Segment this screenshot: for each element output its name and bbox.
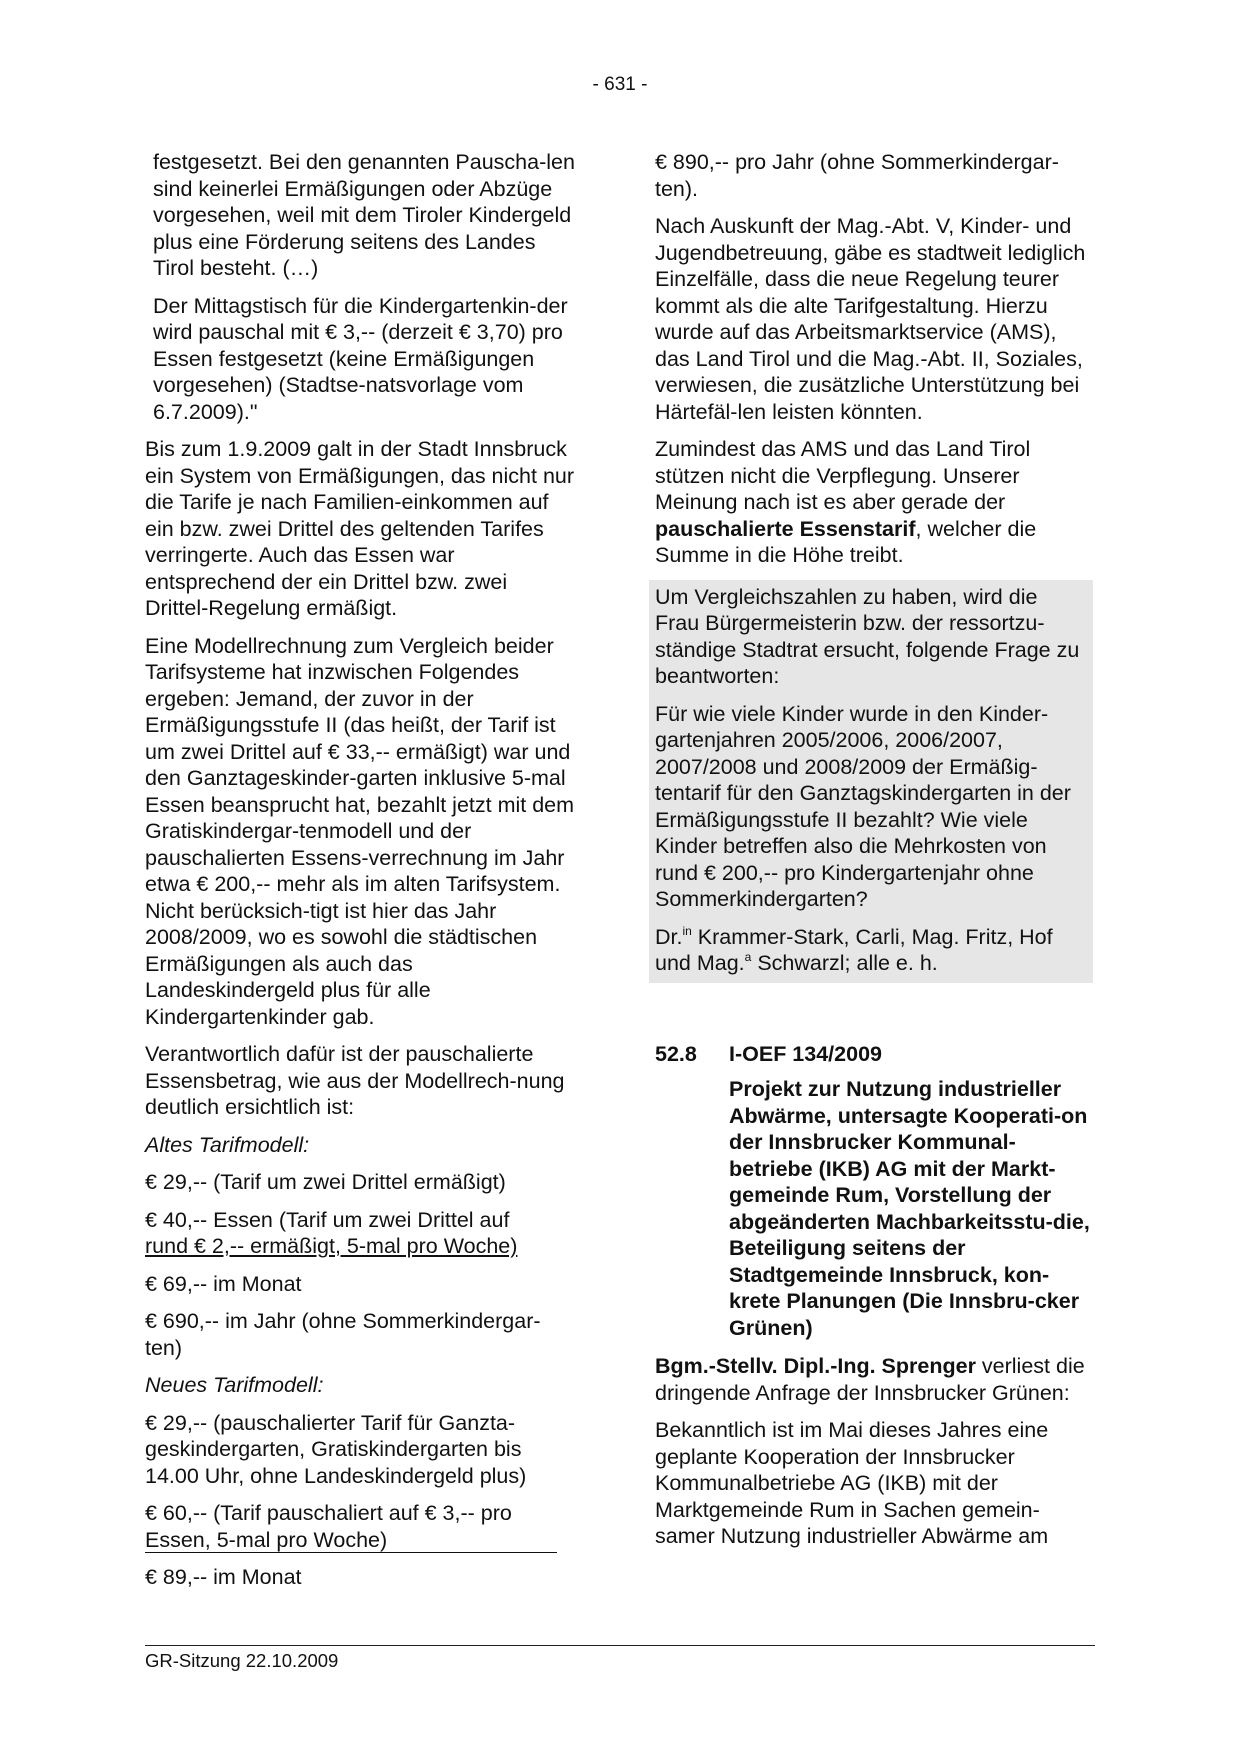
old-model-line [145,1207,575,1260]
text-run: verliest die dringende Anfrage der Innsbrucker Grünen: [655,1354,1085,1405]
footer-divider [145,1645,1095,1646]
quote-block [145,149,575,425]
box-paragraph: Um Vergleichszahlen zu haben, wird die Frau Bürgermeisterin bzw. der ressortzu-ständige Stadtrat ersucht, folgende Frage zu beantworten: [655,584,1080,688]
paragraph: € 890,-- pro Jahr (ohne Sommerkindergar-ten). [655,150,1059,201]
signatories [655,924,1087,977]
old-model-line: € 29,-- (Tarif um zwei Drittel ermäßigt) [145,1170,506,1194]
new-model-heading: Neues Tarifmodell: [145,1373,324,1397]
section-number: 52.8 [655,1041,697,1066]
new-model-line-underlined: Essen, 5-mal pro Woche) [145,1528,557,1553]
footer-text: GR-Sitzung 22.10.2009 [145,1650,339,1671]
section-title: Projekt zur Nutzung industrieller Abwärme, untersagte Kooperati-on der Innsbrucker Kommunal-betriebe (IKB) AG mit der Markt-gemeinde Rum, Vorstellung der abgeänderten Machbarkeitsstu-die, Beteiligung seitens der Stadtgemeinde Innsbruck, kon-krete Planungen (Die Innsbru-cker Grünen) [729,1077,1090,1340]
text-run: Zumindest das AMS und das Land Tirol stützen nicht die Verpflegung. Unserer Meinung nach ist es aber gerade der [655,437,1031,514]
old-model-line-underlined: rund € 2,-- ermäßigt, 5-mal pro Woche) [145,1234,518,1258]
paragraph: Bis zum 1.9.2009 galt in der Stadt Innsbruck ein System von Ermäßigungen, das nicht nur die Tarife je nach Familien-einkommen auf ein bzw. zwei Drittel des geltenden Tarifes verringerte. Auch das Essen war entsprechend der ein Drittel bzw. zwei Drittel-Regelung ermäßigt. [145,437,575,620]
old-model-heading: Altes Tarifmodell: [145,1132,310,1157]
paragraph: Nach Auskunft der Mag.-Abt. V, Kinder- und Jugendbetreuung, gäbe es stadtweit lediglich Einzelfälle, dass die neue Regelung teurer kommt als die alte Tarifgestaltung. Hierzu wurde auf das Arbeitsmarktservice (AMS), das Land Tirol und die Mag.-Abt. II, Soziales, verwiesen, die zusätzliche Unterstützung bei Härtefäl-len leisten könnten. [655,214,1086,424]
bold-text: pauschalierte Essenstarif [655,516,916,541]
page-number: - 631 - [592,74,648,95]
new-model-total-month: € 89,-- im Monat [145,1565,302,1589]
text-run: Krammer-Stark, Carli, Mag. Fritz, Hof und Mag. [655,924,1053,975]
paragraph [655,436,1093,569]
quote-paragraph: festgesetzt. Bei den genannten Pauscha-len sind keinerlei Ermäßigungen oder Abzüge vorgesehen, weil mit dem Tiroler Kindergeld plus eine Förderung seitens des Landes Tirol besteht. (…) [153,150,575,280]
quote-paragraph: Der Mittagstisch für die Kindergartenkin-der wird pauschal mit € 3,-- (derzeit € 3,70) pro Essen festgesetzt (keine Ermäßigungen vorgesehen) (Stadtse-natsvorlage vom 6.7.2009)." [153,293,568,424]
text-run: Dr. [655,924,683,949]
text-run: Schwarzl; alle e. h. [751,951,938,975]
box-paragraph: Für wie viele Kinder wurde in den Kinder-gartenjahren 2005/2006, 2006/2007, 2007/2008 und 2008/2009 der Ermäßig-tentarif für den Ganztagskindergarten in der Ermäßigungsstufe II bezahlt? Wie viele Kinder betreffen also die Mehrkosten von rund € 200,-- pro Kindergartenjahr ohne Sommerkindergarten? [655,701,1071,911]
new-model-line [145,1500,575,1553]
section-heading [655,1041,1093,1068]
speaker-name: Bgm.-Stellv. Dipl.-Ing. Sprenger [655,1354,976,1378]
section-id: I-OEF 134/2009 [729,1041,882,1066]
left-column [145,149,575,1602]
paragraph [655,1353,1093,1406]
old-model-total-year: € 690,-- im Jahr (ohne Sommerkindergar-ten) [145,1309,541,1360]
paragraph: Bekanntlich ist im Mai dieses Jahres eine geplante Kooperation der Innsbrucker Kommunalbetriebe AG (IKB) mit der Marktgemeinde Rum in Sachen gemein-samer Nutzung industrieller Abwärme am [655,1418,1049,1548]
superscript: in [682,923,692,938]
new-model-line-part: € 60,-- (Tarif pauschaliert auf € 3,-- pro [145,1501,512,1525]
superscript: a [744,950,752,964]
paragraph: Verantwortlich dafür ist der pauschalierte Essensbetrag, wie aus der Modellrech-nung deutlich ersichtlich ist: [145,1042,565,1119]
section-52-8 [655,1041,1093,1342]
old-model-line-part: € 40,-- Essen (Tarif um zwei Drittel auf [145,1207,510,1232]
new-model-line: € 29,-- (pauschalierter Tarif für Ganzta-geskindergarten, Gratiskindergarten bis 14.00 Uhr, ohne Landeskindergeld plus) [145,1410,527,1488]
text-run: , welcher die Summe in die Höhe treibt. [655,516,1037,567]
paragraph: Eine Modellrechnung zum Vergleich beider Tarifsysteme hat inzwischen Folgendes ergeben: Jemand, der zuvor in der Ermäßigungsstufe II (das heißt, der Tarif ist um zwei Drittel auf € 33,-- ermäßigt) war und den Ganztageskinder-garten inklusive 5-mal Essen beansprucht hat, bezahlt jetzt mit dem Gratiskindergar-tenmodell und der pauschalierten Essens-verrechnung im Jahr etwa € 200,-- mehr als im alten Tarifsystem. Nicht berücksich-tigt ist hier das Jahr 2008/2009, wo es sowohl die städtischen Ermäßigungen als auch das Landeskindergeld plus für alle Kindergartenkinder gab. [145,633,575,1029]
old-model-total-month: € 69,-- im Monat [145,1271,302,1296]
question-box [649,580,1093,983]
right-column [655,149,1093,1561]
